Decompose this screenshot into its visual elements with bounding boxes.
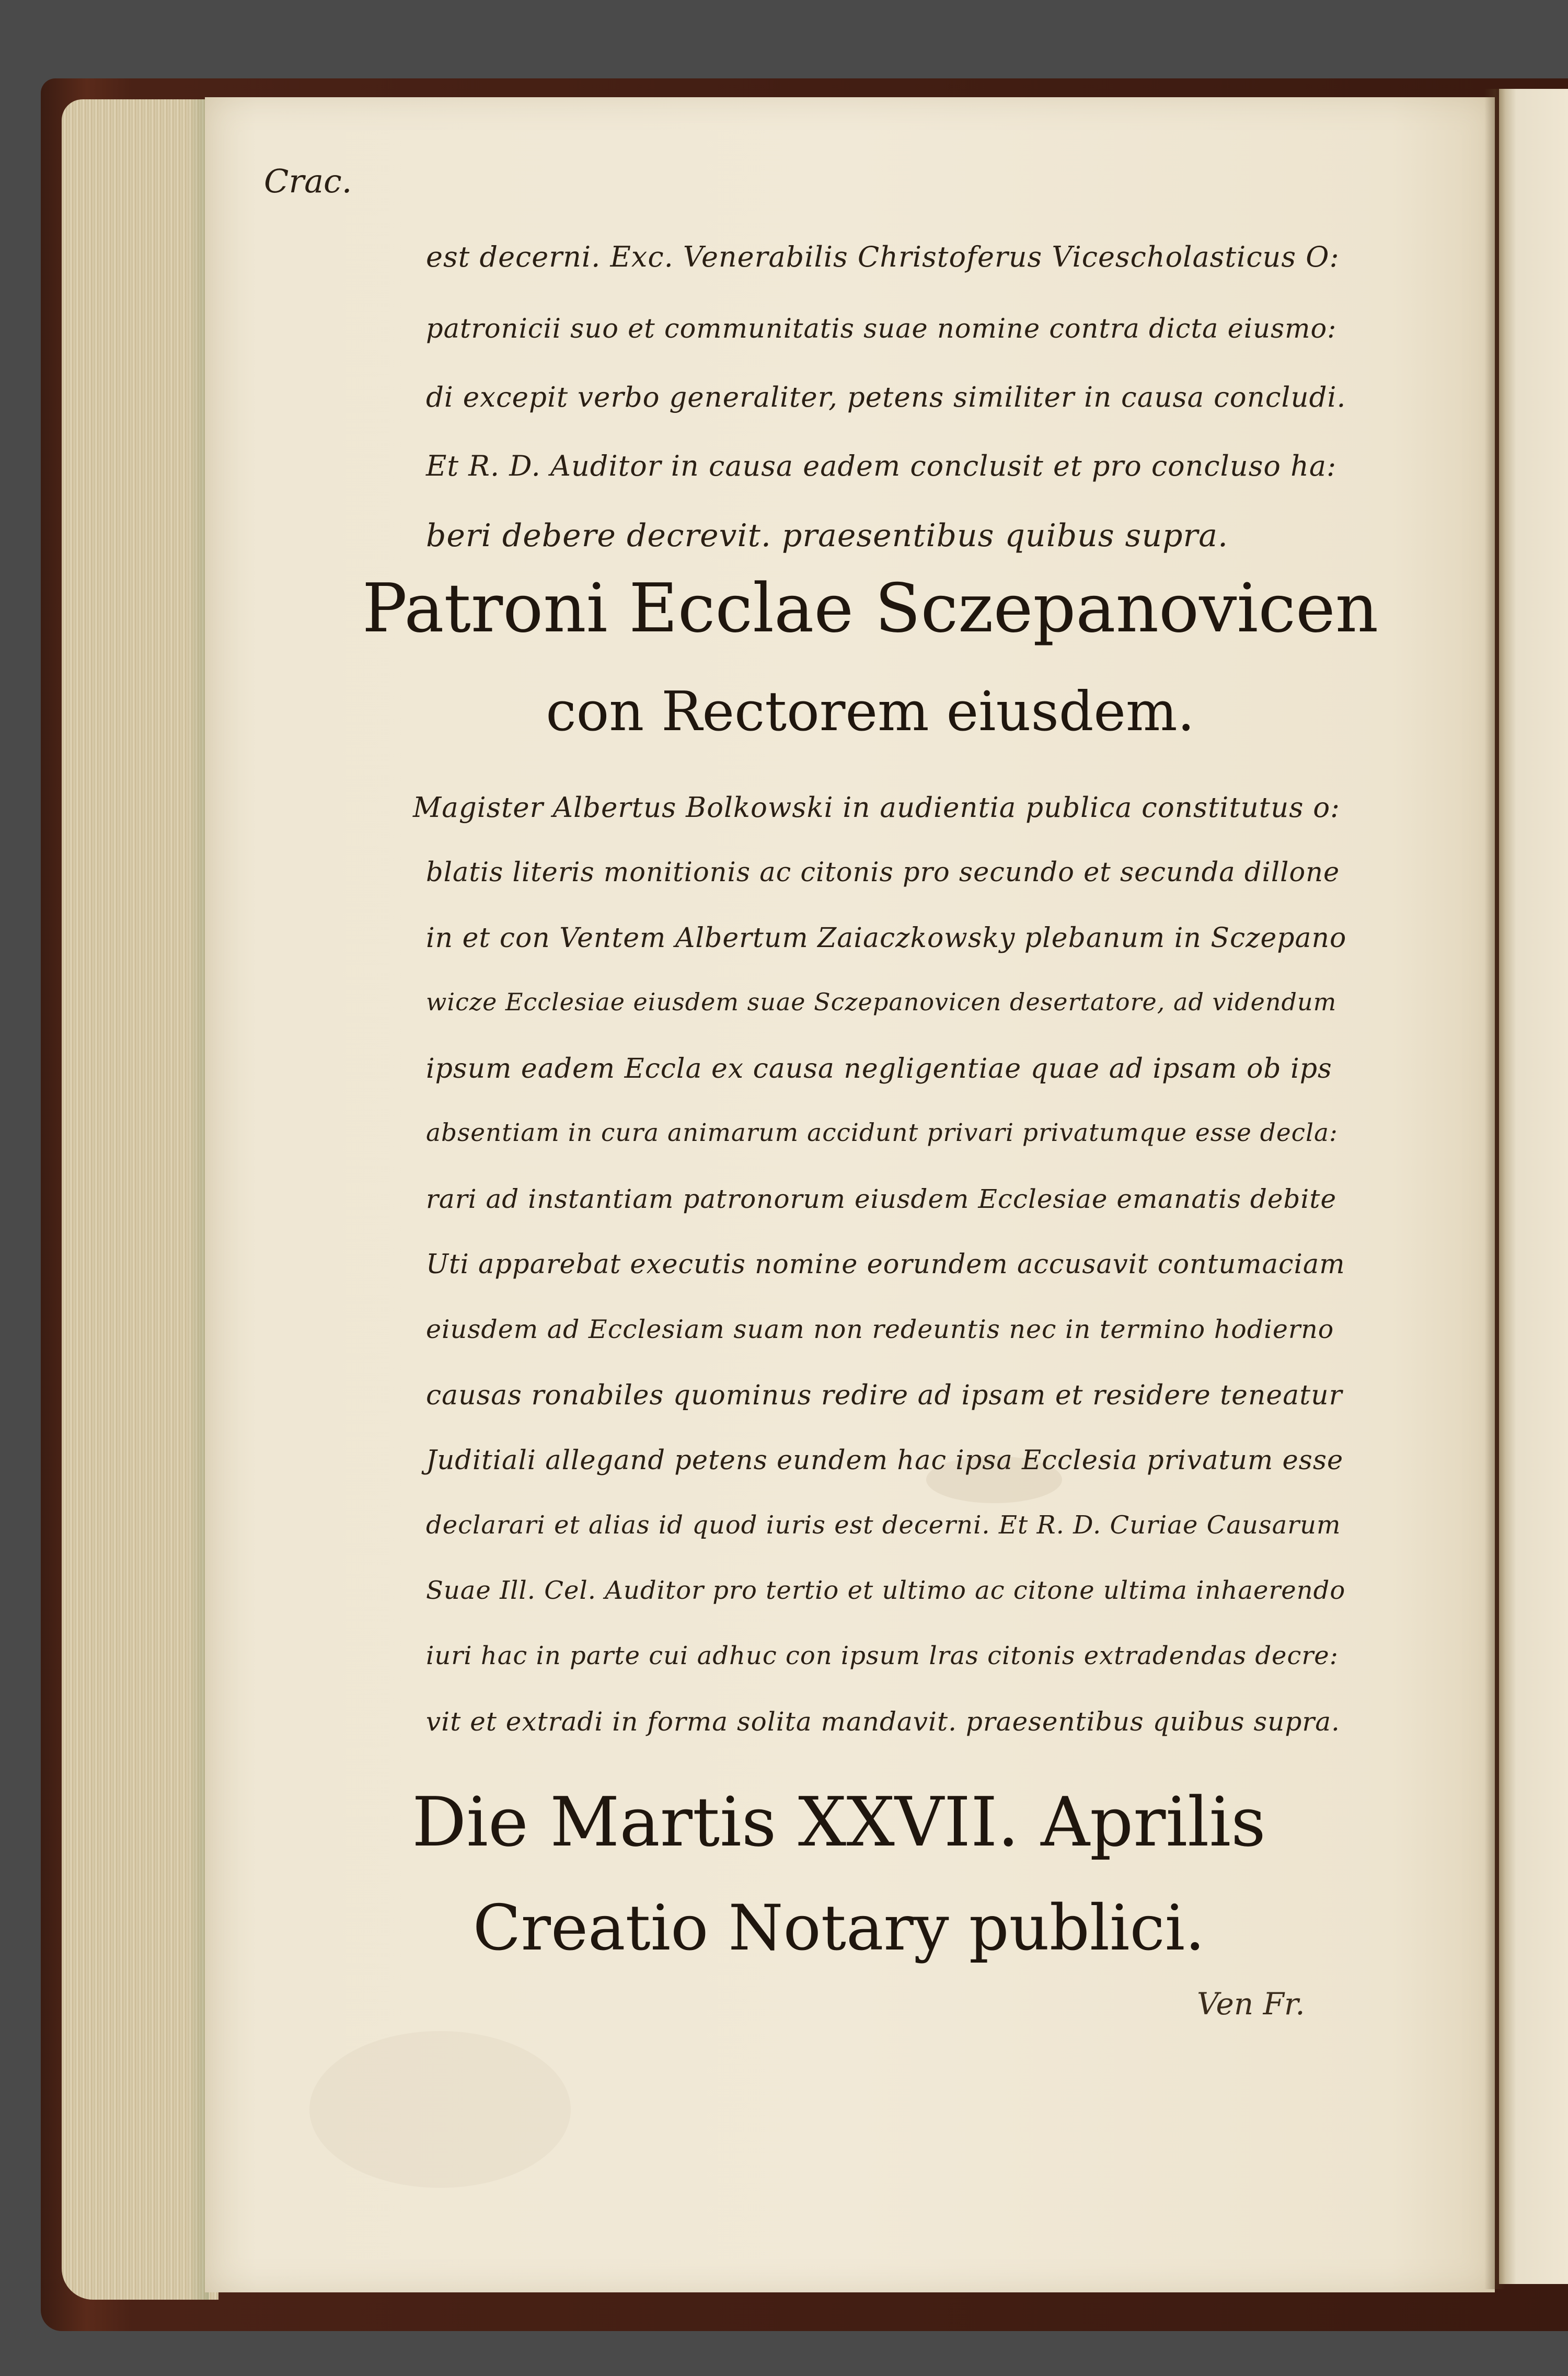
text-line: wicze Ecclesiae eiusdem suae Sczepanovicen desertatore, ad videndum bbox=[426, 988, 1337, 1016]
page-marker: Crac. bbox=[264, 162, 352, 200]
page-stain bbox=[309, 2031, 571, 2188]
text-line: ipsum eadem Eccla ex causa negligentiae quae ad ipsam ob ips bbox=[426, 1053, 1332, 1085]
text-line: absentiam in cura animarum accidunt privari privatumque esse decla: bbox=[426, 1118, 1338, 1147]
text-line: eiusdem ad Ecclesiam suam non redeuntis nec in termino hodierno bbox=[426, 1314, 1334, 1344]
text-line: vit et extradi in forma solita mandavit. praesentibus quibus supra. bbox=[426, 1706, 1340, 1737]
text-line: di excepit verbo generaliter, petens similiter in causa concludi. bbox=[426, 382, 1346, 413]
text-line: causas ronabiles quominus redire ad ipsam et residere teneatur bbox=[426, 1380, 1343, 1411]
text-line: est decerni. Exc. Venerabilis Christoferus Vicescholasticus O: bbox=[426, 240, 1340, 273]
catchword: Ven Fr. bbox=[1197, 1986, 1305, 2022]
text-line: iuri hac in parte cui adhuc con ipsum lras citonis extradendas decre: bbox=[426, 1641, 1339, 1670]
text-line: Magister Albertus Bolkowski in audientia publica constitutus o: bbox=[413, 792, 1341, 824]
text-line: blatis literis monitionis ac citonis pro secundo et secunda dillone bbox=[426, 857, 1340, 888]
text-line: Et R. D. Auditor in causa eadem conclusit et pro concluso ha: bbox=[426, 449, 1337, 482]
section-subheading: con Rectorem eiusdem. bbox=[546, 679, 1195, 743]
date-heading: Die Martis XXVII. Aprilis bbox=[412, 1782, 1266, 1862]
section-heading: Patroni Ecclae Sczepanovicen bbox=[362, 570, 1379, 648]
text-line: Juditiali allegand petens eundem hac ipsa Ecclesia privatum esse bbox=[426, 1445, 1344, 1476]
text-line: declarari et alias id quod iuris est decerni. Et R. D. Curiae Causarum bbox=[426, 1510, 1341, 1540]
text-line: Suae Ill. Cel. Auditor pro tertio et ultimo ac citone ultima inhaerendo bbox=[426, 1576, 1346, 1605]
text-line: patronicii suo et communitatis suae nomine contra dicta eiusmo: bbox=[426, 314, 1337, 344]
section-heading: Creatio Notary publici. bbox=[472, 1892, 1205, 1965]
text-line: rari ad instantiam patronorum eiusdem Ecclesiae emanatis debite bbox=[426, 1184, 1337, 1214]
text-line: in et con Ventem Albertum Zaiaczkowsky plebanum in Sczepano bbox=[426, 922, 1347, 954]
text-line: Uti apparebat executis nomine eorundem accusavit contumaciam bbox=[426, 1249, 1345, 1280]
text-line: beri debere decrevit. praesentibus quibus supra. bbox=[426, 517, 1229, 554]
